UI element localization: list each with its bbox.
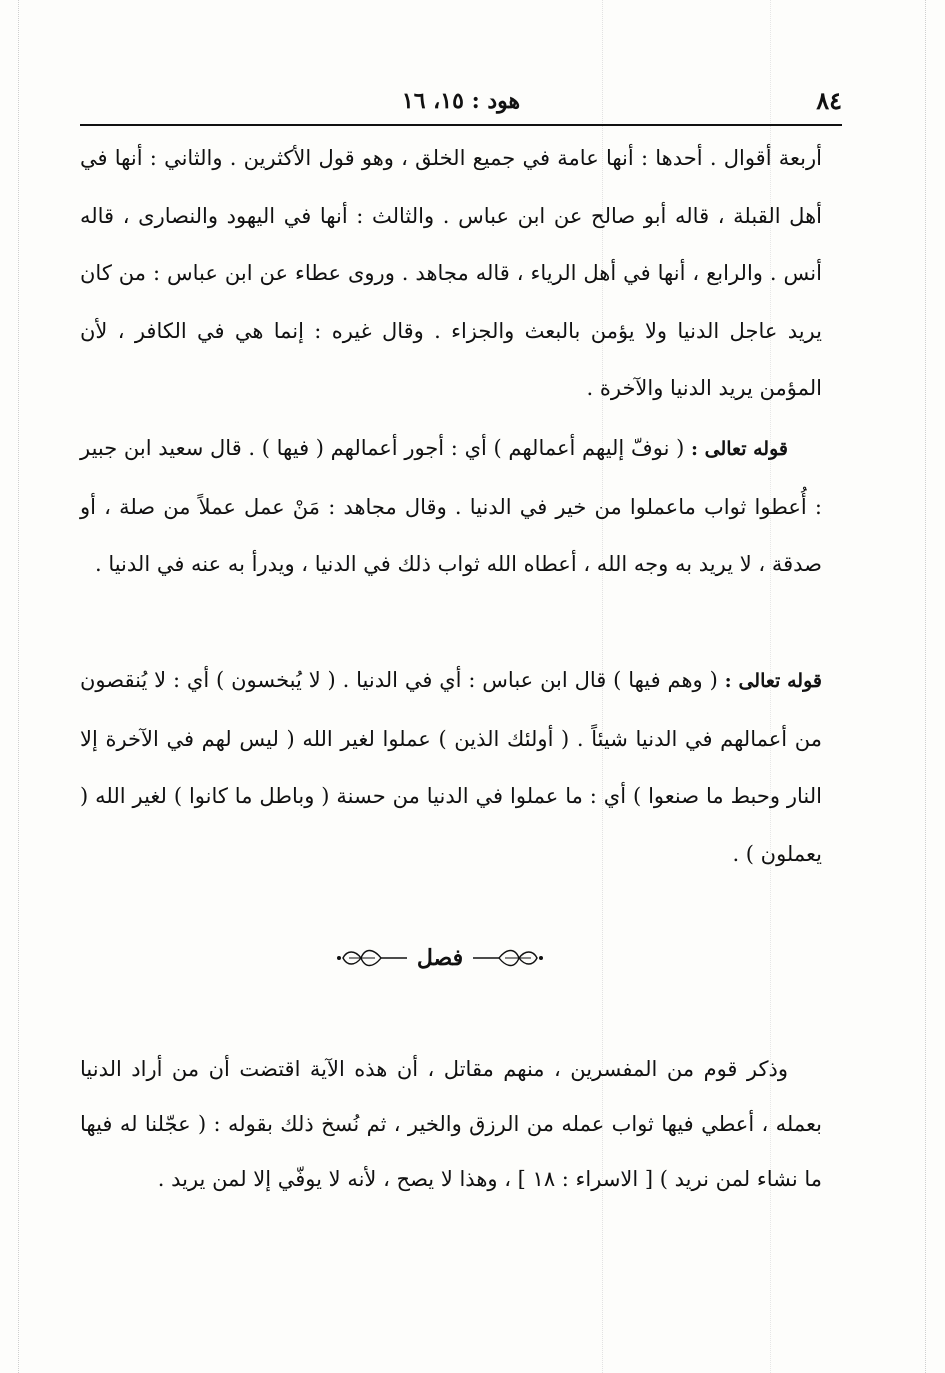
paragraph-text: وذكر قوم من المفسرين ، منهم مقاتل ، أن هذه الآية اقتضت أن من أراد الدنيا بعمله ، أعطي فيها ثواب عمله من الرزق والخير ، ثم نُسخ ذلك بقوله : ( عجّلنا له فيها ما نشاء لمن نريد ) [ الاسراء : ١٨ ] ، وهذا لا يصح ، لأنه لا يوفّي إلا لمن يريد .	[80, 1057, 822, 1191]
section-title: فصل	[416, 945, 464, 971]
page-number: ٨٤	[816, 86, 842, 115]
paragraph-text: ( وهم فيها ) قال ابن عباس : أي في الدنيا . ( لا يُبخسون ) أي : لا يُنقصون من أعمالهم في الدنيا شيئاً . ( أولئك الذين ) عملوا لغير الله ( ليس لهم في الآخرة إلا النار وحبط ما صنعوا ) أي : ما عملوا في الدنيا من حسنة ( وباطل ما كانوا ) لغير الله ( يعملون ) .	[80, 668, 822, 866]
paragraph-lead: قوله تعالى :	[724, 670, 822, 692]
header-rule	[80, 124, 842, 126]
scan-guide-line	[925, 0, 926, 1373]
paragraph-tafsir-2	[80, 652, 822, 883]
paragraph-tafsir-1	[80, 420, 822, 594]
paragraph-text: ( نوفّ إليهم أعمالهم ) أي : أجور أعمالهم ( فيها ) . قال سعيد ابن جبير : أُعطوا ثواب ماعملوا من خير في الدنيا . وقال مجاهد : مَنْ عمل عملاً من صلة ، أو صدقة ، لا يريد به وجه الله ، أعطاه الله ثواب ذلك في الدنيا ، ويدرأ به عنه في الدنيا .	[80, 436, 822, 576]
arabesque-ornament-icon	[473, 947, 545, 969]
paragraph-lead: قوله تعالى :	[690, 438, 788, 460]
paragraph-section-body	[80, 1042, 822, 1207]
scan-guide-line	[18, 0, 19, 1373]
section-heading	[300, 938, 580, 978]
paragraph-continuation	[80, 130, 822, 418]
paragraph-text: أربعة أقوال . أحدها : أنها عامة في جميع الخلق ، وهو قول الأكثرين . والثاني : أنها في أهل القبلة ، قاله أبو صالح عن ابن عباس . والثالث : أنها في اليهود والنصارى ، قاله أنس . والرابع ، أنها في أهل الرياء ، قاله مجاهد . وروى عطاء عن ابن عباس : من كان يريد عاجل الدنيا ولا يؤمن بالبعث والجزاء . وقال غيره : إنما هي في الكافر ، لأن المؤمن يريد الدنيا والآخرة .	[80, 146, 822, 400]
running-head: هود : ١٥، ١٦	[401, 88, 521, 114]
page-header	[80, 86, 842, 118]
arabesque-ornament-icon	[335, 947, 407, 969]
